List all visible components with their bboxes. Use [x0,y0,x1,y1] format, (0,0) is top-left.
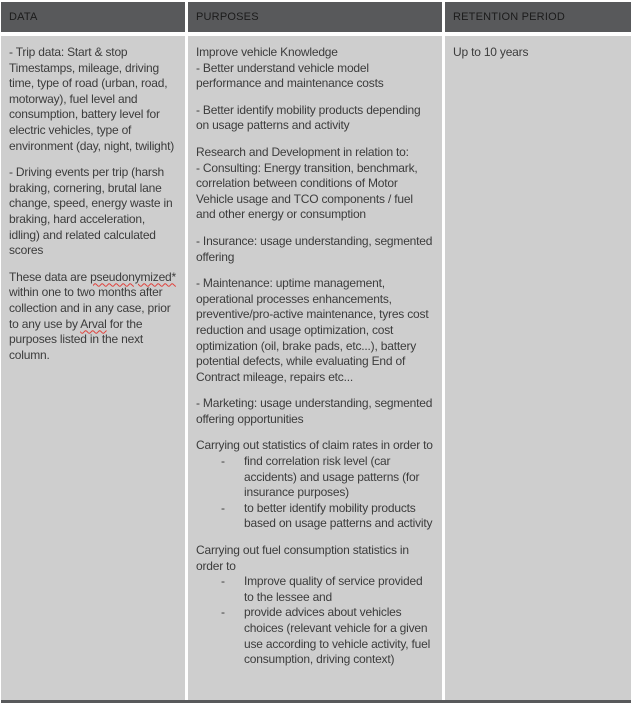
claim-statistics-item-2: to better identify mobility products based on usage patterns and activity [244,500,433,531]
better-understand-item: - Better understand vehicle model performance and maintenance costs [196,60,384,91]
column-header-data-label: DATA [9,11,38,23]
improve-knowledge-heading: Improve vehicle Knowledge [196,45,338,59]
marketing-item: - Marketing: usage understanding, segmented offering opportunities [196,396,433,426]
column-header-retention-period-label: RETENTION PERIOD [453,11,565,23]
retention-period-cell [445,36,631,700]
dash-marker: - [221,454,225,469]
table-bottom-border [1,700,631,703]
purposes-cell [188,36,442,700]
column-header-retention-period [445,2,631,32]
claim-statistics-intro: Carrying out statistics of claim rates in order to [196,438,433,453]
consulting-item: - Consulting: Energy transition, benchmark, correlation between conditions of Motor Vehicle usage and TCO components / fuel and other energy or consumption [196,160,418,222]
data-cell [1,36,185,700]
fuel-statistics-intro: Carrying out fuel consumption statistics in order to [196,543,409,573]
dash-marker: - [221,500,225,515]
column-header-data [1,2,185,32]
pseudonymization-paragraph [9,270,178,364]
claim-statistics-item-1: find correlation risk level (car accidents) and usage patterns (for insurance purposes) [244,454,420,500]
trip-data-paragraph: - Trip data: Start & stop Timestamps, mileage, driving time, type of road (urban, road, motorway), fuel level and consumption, battery level for electric vehicles, type of environment (day, night, twilight) [9,45,175,153]
pseudonymization-text-3: for the purposes listed in the next column. [9,316,144,362]
column-header-purposes [188,2,442,32]
retention-period-value: Up to 10 years [453,45,529,59]
dash-marker: - [221,574,225,589]
fuel-statistics-item-2: provide advices about vehicles choices (relevant vehicle for a given use according to vehicle activity, fuel consumption, driving context) [244,605,431,667]
list-item [196,501,435,532]
list-item [196,574,435,605]
better-identify-item: - Better identify mobility products depending on usage patterns and activity [196,102,421,133]
dash-marker: - [221,605,225,620]
claim-statistics-list [196,454,435,532]
fuel-statistics-item-1: Improve quality of service provided to the lessee and [244,574,423,604]
pseudonymization-text-1: These data are [9,269,91,284]
spellcheck-word-arval: Arval [80,316,107,331]
driving-events-paragraph: - Driving events per trip (harsh braking, cornering, brutal lane change, speed, energy waste in braking, hard acceleration, idling) and related calculated scores [9,165,173,258]
spellcheck-word-pseudonymized: pseudonymized* [90,269,176,284]
insurance-item: - Insurance: usage understanding, segmented offering [196,233,433,264]
list-item [196,454,435,501]
fuel-statistics-list [196,574,435,668]
pseudonymization-text-2: within one to two months after collection and in any case, prior to any use by [9,285,171,331]
list-item [196,605,435,667]
maintenance-item: - Maintenance: uptime management, operational processes enhancements, preventive/pro-active maintenance, tyres cost reduction and usage optimization, cost optimization (oil, brake pads, etc...), battery potential defects, while evaluating End of Contract mileage, repairs etc... [196,276,429,384]
research-development-heading: Research and Development in relation to: [196,144,409,159]
data-purposes-retention-table [1,2,631,700]
column-header-purposes-label: PURPOSES [196,11,259,23]
